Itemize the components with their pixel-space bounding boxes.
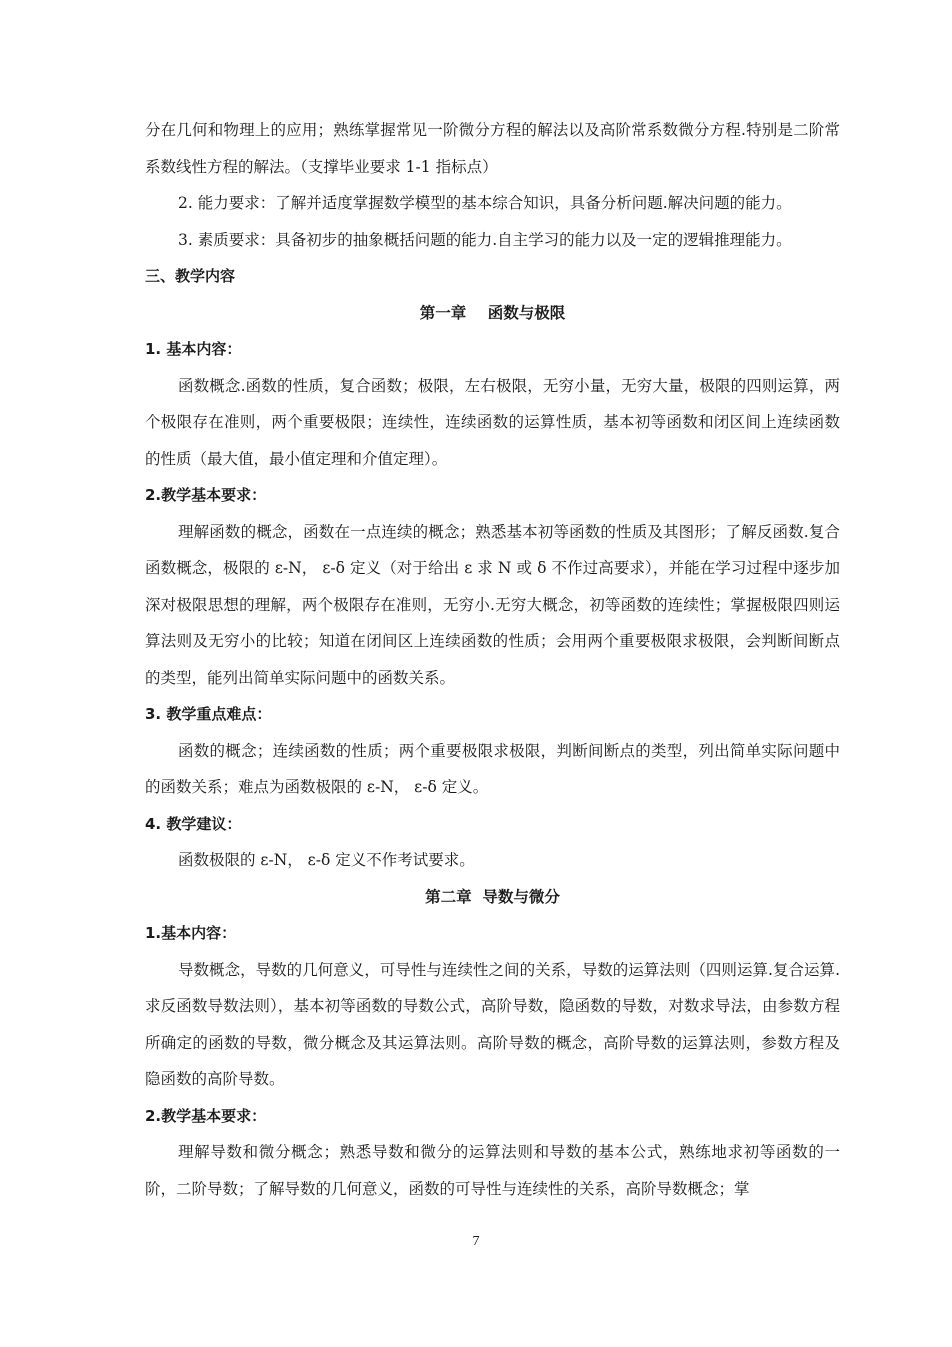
- chapter-1-key-points: 函数的概念；连续函数的性质；两个重要极限求极限，判断间断点的类型，列出简单实际问题中的函数关系；难点为函数极限的 ε-N， ε-δ 定义。: [145, 741, 840, 796]
- chapter-1-heading-suggestions: 4. 教学建议：: [145, 814, 242, 833]
- chapter-2-title: 第二章 导数与微分: [425, 887, 560, 906]
- chapter-1-basic-content: 函数概念.函数的性质，复合函数；极限，左右极限，无穷小量，无穷大量，极限的四则运算，两个极限存在准则，两个重要极限；连续性，连续函数的运算性质，基本初等函数和闭区间上连续函数的性质（最大值，最小值定理和介值定理）。: [145, 376, 840, 468]
- chapter-1-heading-requirements: 2.教学基本要求：: [145, 486, 267, 504]
- paragraph-continuation: 分在几何和物理上的应用；熟练掌握常见一阶微分方程的解法以及高阶常系数微分方程.特别是二阶常系数线性方程的解法。（支撑毕业要求 1-1 指标点）: [145, 121, 840, 176]
- chapter-1-requirements: 理解函数的概念，函数在一点连续的概念；熟悉基本初等函数的性质及其图形；了解反函数.复合函数概念，极限的 ε-N， ε-δ 定义（对于给出 ε 求 N 或 δ 不作过高要求），并能在学习过程中逐步加深对极限思想的理解，两个极限存在准则，无穷小.无穷大概念，初等函数的连续性；掌握极限四则运算法则及无穷小的比较；知道在闭间区上连续函数的性质；会用两个重要极限求极限，会判断间断点的类型，能列出简单实际问题中的函数关系。: [145, 522, 840, 687]
- chapter-1-title: 第一章 函数与极限: [419, 303, 566, 322]
- chapter-2-requirements: 理解导数和微分概念；熟悉导数和微分的运算法则和导数的基本公式，熟练地求初等函数的一阶，二阶导数；了解导数的几何意义，函数的可导性与连续性的关系，高阶导数概念；掌: [145, 1143, 840, 1198]
- chapter-1-suggestions: 函数极限的 ε-N， ε-δ 定义不作考试要求。: [178, 851, 475, 869]
- chapter-2-heading-requirements: 2.教学基本要求：: [145, 1106, 267, 1125]
- paragraph-ability-requirement: 2. 能力要求：了解并适度掌握数学模型的基本综合知识，具备分析问题.解决问题的能力。: [178, 194, 792, 212]
- document-body: [145, 112, 840, 1207]
- chapter-1-heading-key-points: 3. 教学重点难点：: [145, 705, 272, 723]
- chapter-2-heading-basic-content: 1.基本内容：: [145, 924, 237, 942]
- section-title: 三、教学内容: [145, 267, 236, 285]
- page-number: 7: [472, 1234, 480, 1249]
- paragraph-quality-requirement: 3. 素质要求：具备初步的抽象概括问题的能力.自主学习的能力以及一定的逻辑推理能力。: [178, 230, 792, 249]
- chapter-2-basic-content: 导数概念，导数的几何意义，可导性与连续性之间的关系，导数的运算法则（四则运算.复合运算.求反函数导数法则），基本初等函数的导数公式，高阶导数，隐函数的导数，对数求导法，由参数方程所确定的函数的导数，微分概念及其运算法则。高阶导数的概念，高阶导数的运算法则，参数方程及隐函数的高阶导数。: [145, 960, 840, 1088]
- chapter-1-heading-basic-content: 1. 基本内容：: [145, 340, 242, 358]
